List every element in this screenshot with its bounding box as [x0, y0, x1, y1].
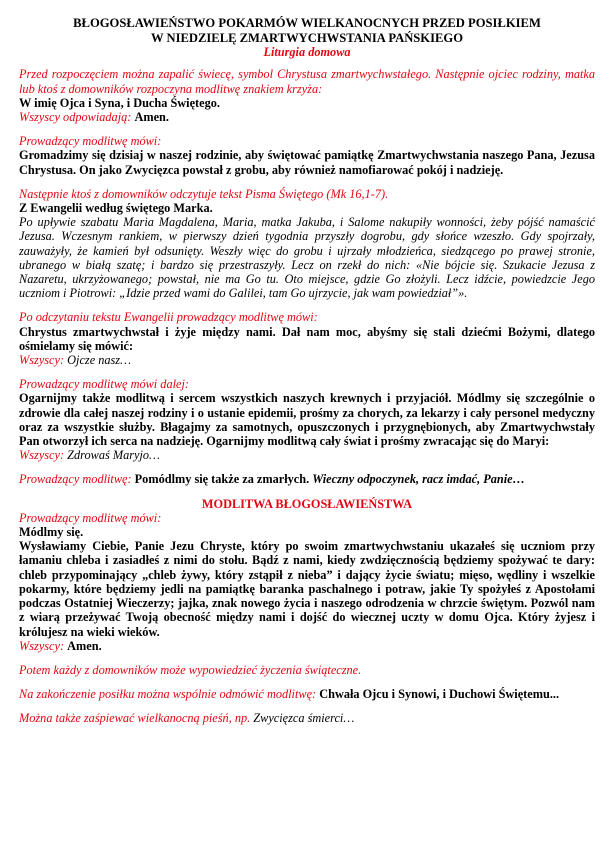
hail-mary: Zdrowaś Maryjo…: [67, 448, 160, 463]
sign-of-cross: W imię Ojca i Syna, i Ducha Świętego.: [19, 95, 220, 110]
leader1-rubric: Prowadzący modlitwę mówi:: [19, 134, 162, 149]
all-label: Wszyscy:: [19, 638, 65, 653]
lords-prayer-rubric: Po odczytaniu tekstu Ewangelii prowadzący modlitwę mówi:: [19, 310, 318, 325]
dead-rubric: Prowadzący modlitwę:: [19, 472, 132, 487]
lords-prayer-text: Chrystus zmartwychwstał i żyje między nami. Dał nam moc, abyśmy się stali dziećmi Bożymi, dlatego ośmielamy się mówić:: [19, 324, 595, 353]
end-prayer-line: [19, 687, 595, 701]
all-label: Wszyscy:: [19, 448, 65, 463]
gospel-text: Po upływie szabatu Maria Magdalena, Maria, matka Jakuba, i Salome nakupiły wonności, żeby pójść namaścić Jezusa. Wczesnym rankiem, w pierwszy dzień tygodnia przyszły dogrobu, gdy słońce wzeszło. Gdy spojrzały, zauważyły, że kamień był odsunięty. Weszły więc do grobu i ujrzały młodzieńca, siedzącego po prawej stronie, ubranego w białą szatę; i bardzo się przestraszyły. Lecz on rzekł do nich: «Nie bójcie się. Szukacie Jezusa z Nazaretu, ukrzyżowanego; powstał, nie ma Go tu. Oto miejsce, gdzie Go złożyli. Lecz idźcie, powiedzcie Jego uczniom i Piotrowi: „Idzie przed wami do Galilei, tam Go ujrzycie, jak wam powiedział”».: [19, 215, 595, 301]
gospel-rubric: Następnie ktoś z domowników odczytuje tekst Pisma Świętego (Mk 16,1-7).: [19, 186, 389, 201]
blessing-opening: Módlmy się.: [19, 525, 84, 540]
all-label: Wszyscy:: [19, 353, 65, 368]
intercession-rubric: Prowadzący modlitwę mówi dalej:: [19, 377, 189, 392]
eternal-rest: Wieczny odpoczynek, racz imdać, Panie…: [312, 472, 525, 487]
gospel-heading: Z Ewangelii według świętego Marka.: [19, 201, 213, 216]
song-title: Zwycięzca śmierci…: [253, 711, 355, 726]
wishes-rubric: Potem każdy z domowników może wypowiedzieć życzenia świąteczne.: [19, 662, 362, 677]
leader1-text: Gromadzimy się dzisiaj w naszej rodzinie, aby świętować pamiątkę Zmartwychwstania naszego Pana, Jezusa Chrystusa. On jako Zwycięzca powstał z grobu, aby również namofiarować pokój i nadzieję.: [19, 148, 595, 177]
intercession-text: Ogarnijmy także modlitwą i sercem wszystkich naszych krewnych i przyjaciół. Módlmy się szczególnie o zdrowie dla całej naszej rodziny i o ustanie epidemii, prośmy za chorych, za lekarzy i cały personel medyczny oraz za wszystkie służby. Błagajmy za samotnych, opuszczonych i przygnębionych, aby Zmartwychwstały Pan otworzył ich serca na nadzieję. Ogarnijmy modlitwą cały świat i prośmy zwracając się do Maryi:: [19, 391, 595, 449]
blessing-response: [19, 639, 595, 653]
intro-response: [19, 110, 595, 124]
blessing-title: MODLITWA BŁOGOSŁAWIEŃSTWA: [201, 496, 413, 511]
subtitle: Liturgia domowa: [263, 45, 351, 60]
all-respond-label: Wszyscy odpowiadają:: [19, 110, 132, 124]
song-line: [19, 711, 595, 725]
title-line-1: BŁOGOSŁAWIEŃSTWO POKARMÓW WIELKANOCNYCH PRZED POSIŁKIEM: [73, 16, 541, 30]
amen-text: Amen.: [134, 110, 169, 124]
intercession-response: [19, 448, 595, 462]
blessing-rubric: Prowadzący modlitwę mówi:: [19, 510, 162, 525]
lords-prayer: Ojcze nasz…: [67, 353, 132, 368]
intro-rubric: Przed rozpoczęciem można zapalić świecę, symbol Chrystusa zmartwychwstałego. Następnie ojciec rodziny, matka lub ktoś z domowników rozpoczyna modlitwę znakiem krzyża:: [19, 67, 595, 96]
dead-text: Pomódlmy się także za zmarłych.: [134, 472, 310, 487]
song-rubric: Można także zaśpiewać wielkanocną pieśń, np.: [19, 711, 251, 726]
end-prayer: Chwała Ojcu i Synowi, i Duchowi Świętemu...: [319, 687, 560, 702]
title-line-2: W NIEDZIELĘ ZMARTWYCHWSTANIA PAŃSKIEGO: [150, 30, 463, 45]
dead-prayer-line: [19, 472, 595, 486]
amen-text: Amen.: [67, 638, 102, 653]
end-rubric: Na zakończenie posiłku można wspólnie odmówić modlitwę:: [19, 687, 317, 702]
blessing-text: Wysławiamy Ciebie, Panie Jezu Chryste, który po swoim zmartwychwstaniu ukazałeś się uczniom przy łamaniu chleba i zasiadłeś z nimi do stołu. Bądź z nami, kiedy zwdzięcznością będziemy spożywać te dary: chleb przypominający „chleb żywy, który zstąpił z nieba” i dający życie światu; mięso, wędliny i wszelkie pokarmy, które będziemy jedli na pamiątkę baranka paschalnego i potraw, jakie Ty spożyłeś z Apostołami podczas Ostatniej Wieczerzy; jajka, znak nowego życia i naszego odrodzenia w chrzcie świętym. Pozwól nam z wiarą przeżywać Twoją obecność między nami i dojść do wiecznej uczty w domu Ojca. Który żyjesz i królujesz na wieki wieków.: [19, 539, 595, 639]
lords-prayer-response: [19, 353, 595, 367]
